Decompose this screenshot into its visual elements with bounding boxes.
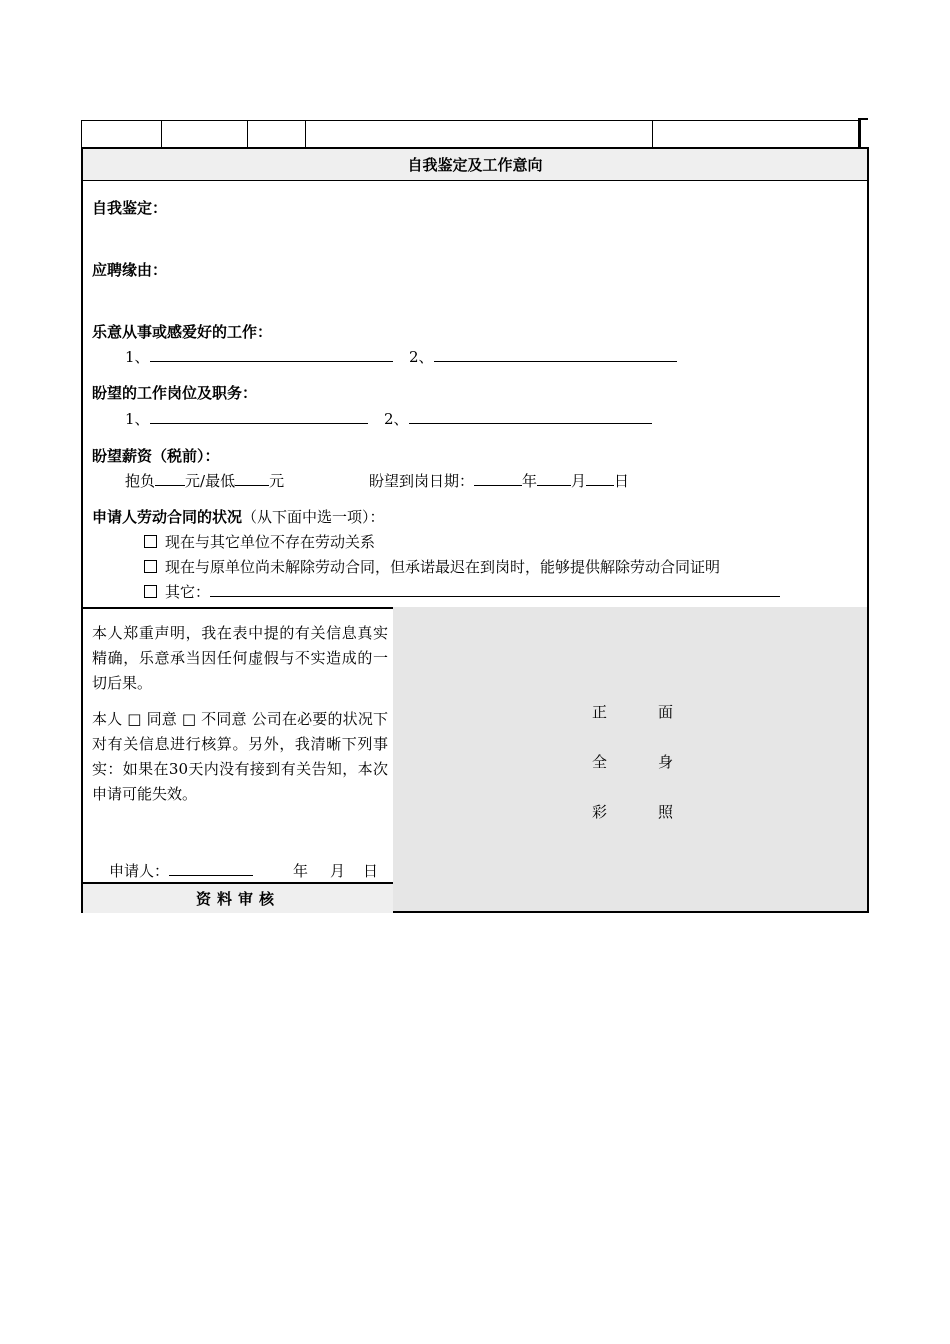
photo-char: 照 [658,803,674,821]
desired-position-field-1[interactable] [150,409,368,424]
day-label: 日 [614,472,630,490]
desired-position-item-1 [125,408,368,429]
salary-line [125,470,284,491]
start-day-field[interactable] [586,471,614,486]
desired-position-label: 盼望的工作岗位及职务： [92,384,258,402]
item-number: 1、 [125,410,150,428]
photo-char: 正 [592,703,608,721]
date-month-label: 月 [330,862,346,880]
item-number: 1、 [125,348,150,366]
signature-date [293,860,378,881]
ideal-salary-field[interactable] [155,471,185,486]
photo-char: 全 [592,753,608,771]
table-corner-mark [858,118,868,147]
contract-option-1[interactable] [144,531,375,552]
section-title: 自我鉴定及工作意向 [83,149,867,181]
applicant-label: 申请人： [109,862,170,880]
min-salary-unit: 元 [269,472,285,490]
desired-position-field-2[interactable] [409,409,652,424]
applicant-signature-field[interactable] [169,861,253,876]
desired-position-item-2 [384,408,652,429]
preferred-work-item-1 [125,346,393,367]
contract-status-heading [92,506,385,527]
preferred-work-label: 乐意从事或感爱好的工作： [92,323,273,341]
contract-status-label: 申请人劳动合同的状况 [92,508,243,526]
year-label: 年 [522,472,538,490]
declaration-paragraph-2: 本人 □ 同意 □ 不同意 公司在必要的状况下对有关信息进行核算。另外，我清晰下列事实：如果在30天内没有接到有关告知，本次申请可能失效。 [92,710,388,803]
item-number: 2、 [409,348,434,366]
preferred-work-item-2 [409,346,677,367]
preferred-work-field-1[interactable] [150,347,393,362]
application-reason-label: 应聘缘由： [92,261,168,279]
self-assessment-label: 自我鉴定： [92,199,168,217]
option-label: 现在与其它单位不存在劳动关系 [165,533,376,551]
photo-char: 身 [658,753,674,771]
photo-char: 彩 [592,803,608,821]
table-cell-divider [247,121,248,147]
contract-option-2[interactable] [144,556,720,577]
preferred-work-field-2[interactable] [434,347,677,362]
start-date-line [369,470,629,491]
salary-label: 盼望薪资（税前）： [92,447,220,465]
start-month-field[interactable] [537,471,571,486]
table-cell-divider [652,121,653,147]
start-date-label: 盼望到岗日期： [369,472,475,490]
min-salary-field[interactable] [235,471,269,486]
checkbox-icon[interactable] [144,585,157,598]
declaration-section [83,607,395,882]
ideal-salary-unit: 元/最低 [185,472,236,490]
contract-option-3[interactable] [144,581,780,602]
photo-placeholder[interactable] [393,607,867,911]
start-year-field[interactable] [474,471,522,486]
checkbox-icon[interactable] [144,560,157,573]
checkbox-icon[interactable] [144,535,157,548]
date-day-label: 日 [363,862,379,880]
table-cell-divider [305,121,306,147]
ideal-salary-prefix: 抱负 [125,472,156,490]
table-cell-divider [161,121,162,147]
application-form-table [81,147,869,913]
option-label: 其它： [165,583,211,601]
applicant-signature-line [109,860,253,881]
option-label: 现在与原单位尚未解除劳动合同，但承诺最迟在到岗时，能够提供解除劳动合同证明 [165,558,721,576]
month-label: 月 [571,472,587,490]
photo-char: 面 [658,703,674,721]
previous-table-row [81,120,860,147]
contract-status-hint: （从下面中选一项）： [242,508,385,526]
review-label: 资料审核 [83,882,395,913]
self-assessment-section [83,180,867,609]
date-year-label: 年 [293,862,309,880]
declaration-paragraph-1: 本人郑重声明，我在表中提的有关信息真实精确，乐意承当因任何虚假与不实造成的一切后果。 [92,624,388,692]
other-status-field[interactable] [210,582,780,597]
item-number: 2、 [384,410,409,428]
